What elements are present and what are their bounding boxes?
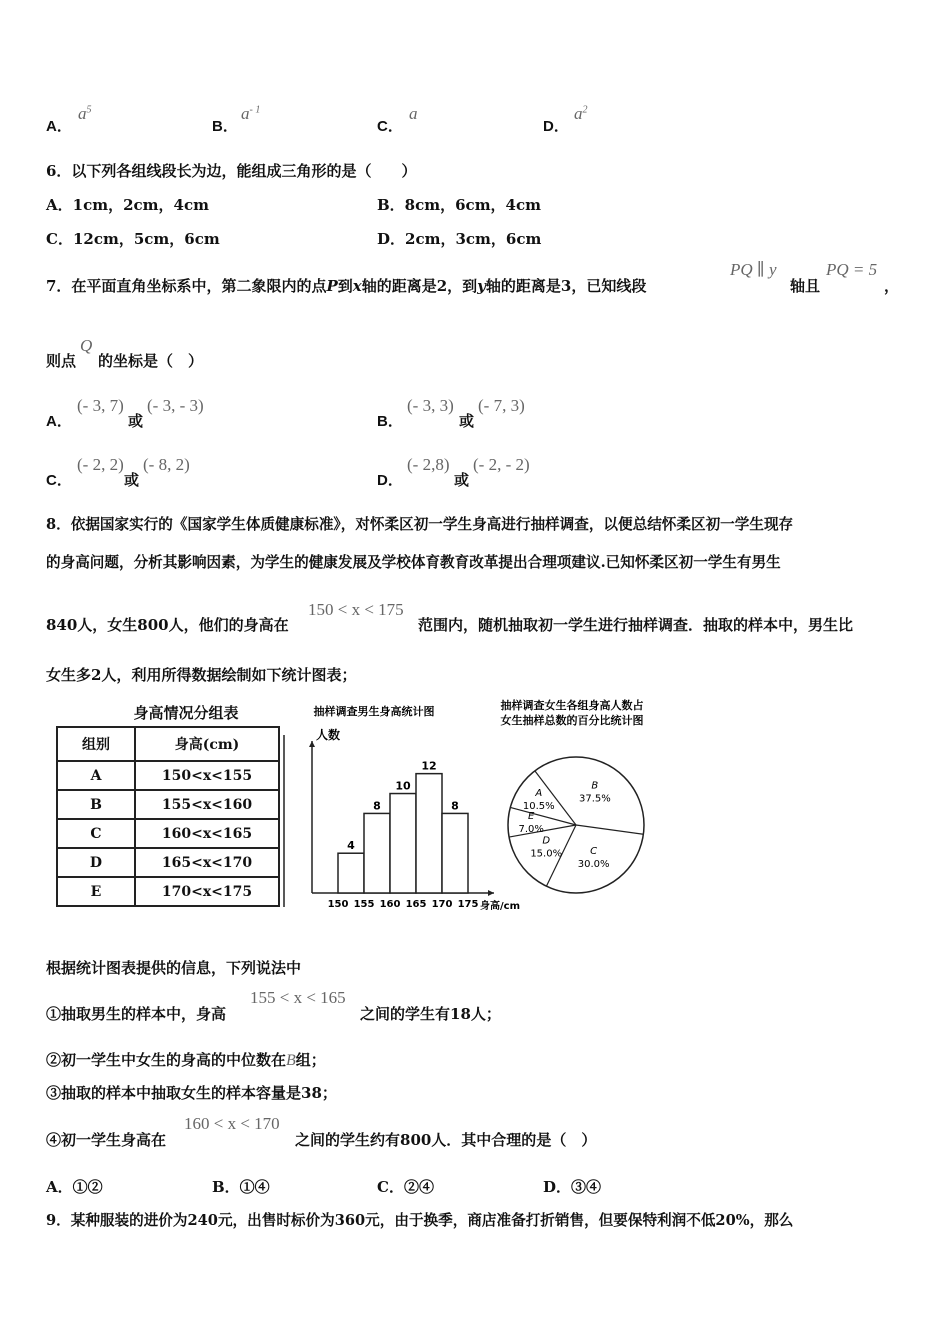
q5-option-b [212,116,238,137]
table-cell-range: 165<x<170 [135,848,279,877]
bar-data-label: 12 [421,759,437,773]
q6-option-a: A．1cm，2cm，4cm [46,196,209,214]
q6-option-b: B．8cm，6cm，4cm [377,196,542,214]
table-row [57,761,279,790]
pie-slice-label-B: B [591,780,599,792]
q9-line1: 9．某种服装的进价为240元，出售时标价为360元，由于换季，商店准备打折销售，但要保特利润不低20%，那么 [46,1212,794,1229]
y-axis-label: 人数 [316,728,341,742]
q8-line3b: 范围内，随机抽取初一学生进行抽样调查．抽取的样本中，男生比 [418,616,854,634]
q7-math-parallel: PQ ∥ y [730,260,777,279]
x-tick-label: 165 [405,899,427,910]
q5-option-b-math: $a^{- 1}$ [241,104,261,123]
q6-stem: 6．以下列各组线段长为边，能组成三角形的是（ ） [46,162,417,180]
pie-slice-value-C: 30.0% [577,858,610,870]
q8-line4: 女生多2人，利用所得数据绘制如下统计图表； [46,666,357,684]
q6-option-c: C．12cm，5cm，6cm [46,230,220,248]
table-row [57,790,279,819]
pie-slice-value-B: 37.5% [578,793,611,805]
q8-line3a: 840人，女生800人，他们的身高在 [46,616,289,634]
table-header-height: 身高(cm) [135,727,279,761]
q5-option-d [543,116,569,137]
q8-statement-1-range: 155 < x < 165 [250,988,346,1007]
q7-option-d-or: 或 [454,471,470,489]
q7-line2: 则点 [46,352,77,370]
q7-option-d-p1: (- 2,8) [407,455,450,474]
q8-statement-3: ③抽取的样本中抽取女生的样本容量是38； [46,1084,337,1102]
bar-155-160 [364,813,390,893]
bar-data-label: 8 [373,799,381,813]
pie-slice-value-E: 7.0% [518,824,544,836]
q6-option-d: D．2cm，3cm，6cm [377,230,542,248]
q7-option-d: D． [377,472,403,489]
pie-slice-value-A: 10.5% [522,800,555,812]
bar-data-label: 8 [451,799,459,813]
pie-slice-value-D: 15.0% [530,848,563,860]
q5-option-a [46,116,72,137]
pie-chart-title-line2: 女生抽样总数的百分比统计图 [500,714,644,727]
table-cell-range: 155<x<160 [135,790,279,819]
q8-range: 150 < x < 175 [308,600,404,619]
q8-statement-4-end: 之间的学生约有800人．其中合理的是（ ） [295,1131,597,1149]
q8-after-figure: 根据统计图表提供的信息，下列说法中 [46,959,302,977]
q7-line2-end: 的坐标是（ ） [98,352,204,370]
q5-option-c-math: a [409,104,418,123]
table-row [57,877,279,906]
table-cell-group: C [57,819,135,848]
q8-statement-4-range: 160 < x < 170 [184,1114,280,1133]
table-cell-group: E [57,877,135,906]
table-title: 身高情况分组表 [133,704,239,722]
q8-statement-1: ①抽取男生的样本中，身高 [46,1005,227,1023]
y-axis-arrow [309,741,315,747]
female-height-pie-chart [490,697,660,897]
q8-statement-2: ②初一学生中女生的身高的中位数在B组； [46,1051,326,1069]
pie-slice-label-E: E [527,811,535,823]
pie-slice-label-C: C [590,845,598,857]
q5-option-a-math: $a^5$ [78,104,92,123]
table-cell-group: D [57,848,135,877]
x-axis-label: 身高/cm [480,901,520,912]
table-row [57,819,279,848]
q8-option-a: A．①② [46,1178,103,1196]
height-group-table [56,702,286,907]
table-header-group: 组别 [57,727,135,761]
q8-statement-4: ④初一学生身高在 [46,1131,167,1149]
x-tick-label: 160 [379,899,401,910]
table-cell-range: 160<x<165 [135,819,279,848]
bar-165-170 [416,774,442,893]
table-row [57,848,279,877]
q7-option-c-p1: (- 2, 2) [77,455,124,474]
x-tick-label: 150 [327,899,349,910]
q7-option-d-p2: (- 2, - 2) [473,455,530,474]
q7-point-q: Q [80,336,93,355]
q5-option-d-math: $a^2$ [574,104,588,123]
q8-option-b: B．①④ [212,1178,270,1196]
table-cell-group: A [57,761,135,790]
bar-170-175 [442,813,468,893]
q7-option-a: A． [46,413,72,430]
q5-option-c [377,116,403,137]
option-label: B． [212,118,238,135]
pie-chart-title-line1: 抽样调查女生各组身高人数占 [500,699,644,712]
q8-line1: 8．依据国家实行的《国家学生体质健康标准》，对怀柔区初一学生身高进行抽样调查，以便总结怀柔区初一学生现存 [46,516,794,533]
option-label: A． [46,118,72,135]
q7-stem-axis: 轴且 [790,277,821,295]
q7-option-c-p2: (- 8, 2) [143,455,190,474]
option-label: D． [543,118,569,135]
table-cell-range: 170<x<175 [135,877,279,906]
bar-chart-title: 抽样调查男生身高统计图 [313,705,435,718]
bar-160-165 [390,794,416,893]
q8-statement-1-end: 之间的学生有18人； [360,1005,501,1023]
q7-option-b-p2: (- 7, 3) [478,396,525,415]
q7-option-a-or: 或 [128,412,144,430]
q7-stem: 7．在平面直角坐标系中，第二象限内的点P到x轴的距离是2，到y轴的距离是3，已知线段 [46,277,647,295]
x-tick-label: 155 [353,899,375,910]
table-cell-group: B [57,790,135,819]
q7-comma: ， [884,277,900,295]
q7-option-b: B． [377,413,403,430]
q7-math-length: PQ = 5 [826,260,878,279]
q7-option-a-p2: (- 3, - 3) [147,396,204,415]
option-label: C． [377,118,403,135]
q7-option-c-or: 或 [124,471,140,489]
q8-line2: 的身高问题，分析其影响因素，为学生的健康发展及学校体育教育改革提出合理项建议.已知怀柔区初一学生有男生 [46,554,781,571]
x-tick-label: 175 [457,899,479,910]
table-cell-range: 150<x<155 [135,761,279,790]
pie-slice-label-A: A [535,787,543,799]
q7-option-b-p1: (- 3, 3) [407,396,454,415]
q8-option-c: C．②④ [377,1178,434,1196]
x-tick-label: 170 [431,899,453,910]
table-header-row [57,727,279,761]
q7-option-c: C． [46,472,72,489]
q8-option-d: D．③④ [543,1178,602,1196]
bar-150-155 [338,853,364,893]
q7-option-a-p1: (- 3, 7) [77,396,124,415]
pie-slice-label-D: D [542,835,551,847]
bar-data-label: 10 [395,779,411,793]
q7-option-b-or: 或 [459,412,475,430]
bar-data-label: 4 [347,839,355,853]
